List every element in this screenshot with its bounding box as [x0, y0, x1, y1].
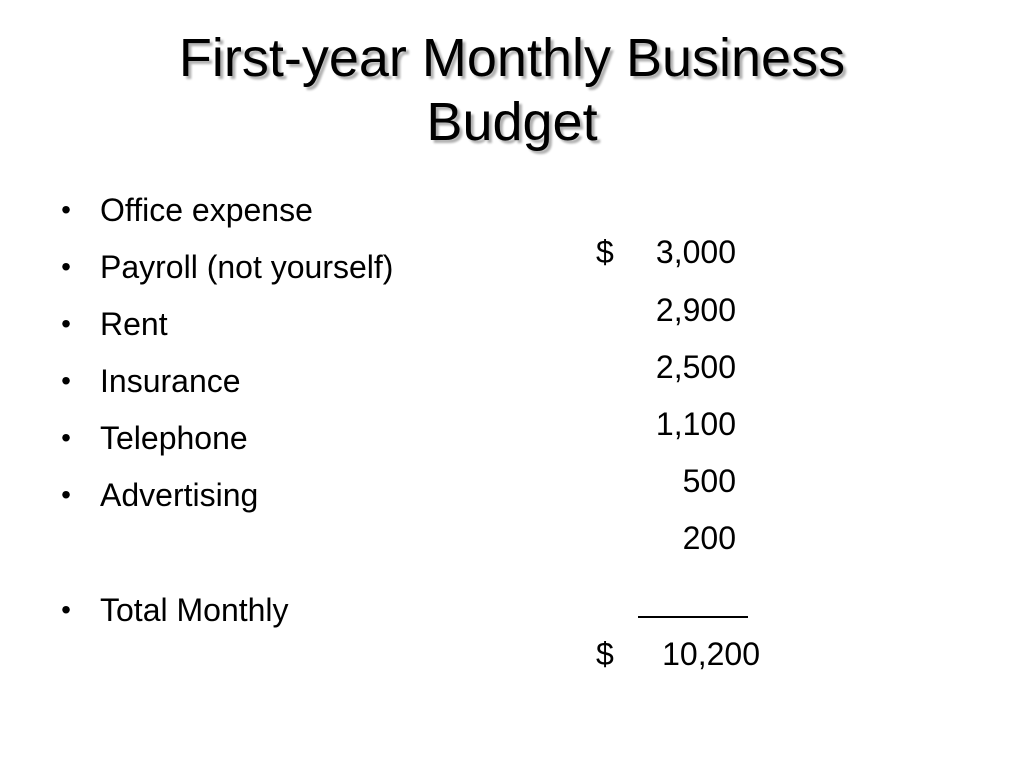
currency-symbol: $ — [596, 234, 614, 270]
bullet-icon: • — [61, 594, 71, 625]
bullet-icon: • — [61, 308, 71, 339]
bullet-label: Payroll (not yourself) — [100, 249, 394, 285]
bullet-label: Telephone — [100, 420, 248, 456]
title-line-2: Budget — [426, 92, 598, 152]
bullet-label: Office expense — [100, 192, 313, 228]
currency-symbol: $ — [596, 636, 614, 672]
amount-value: 3,000 — [655, 234, 736, 270]
bullet-label: Insurance — [100, 363, 241, 399]
amount-column — [590, 0, 810, 768]
amount-value: 500 — [682, 463, 736, 499]
amount-row-insurance — [590, 404, 810, 444]
total-amount-value: 10,200 — [662, 636, 760, 672]
amount-row-total — [590, 634, 810, 674]
amount-row-telephone — [590, 461, 810, 501]
bullet-icon: • — [61, 194, 71, 225]
amount-row-office-expense — [590, 232, 810, 272]
bullet-icon: • — [61, 251, 71, 282]
bullet-label: Advertising — [100, 477, 259, 513]
amount-value: 2,900 — [655, 292, 736, 328]
bullet-icon: • — [61, 365, 71, 396]
bullet-list — [56, 0, 576, 768]
bullet-icon: • — [61, 479, 71, 510]
amount-value: 2,500 — [655, 349, 736, 385]
amount-row-payroll — [590, 290, 810, 330]
amount-row-rent — [590, 347, 810, 387]
amount-row-advertising — [590, 518, 810, 558]
amount-value: 1,100 — [655, 406, 736, 442]
amount-value: 200 — [682, 520, 736, 556]
title-line-1: First-year Monthly Business — [178, 28, 846, 88]
bullet-label: Rent — [100, 306, 168, 342]
total-underline — [638, 616, 748, 618]
bullet-label: Total Monthly — [100, 592, 289, 628]
bullet-icon: • — [61, 422, 71, 453]
